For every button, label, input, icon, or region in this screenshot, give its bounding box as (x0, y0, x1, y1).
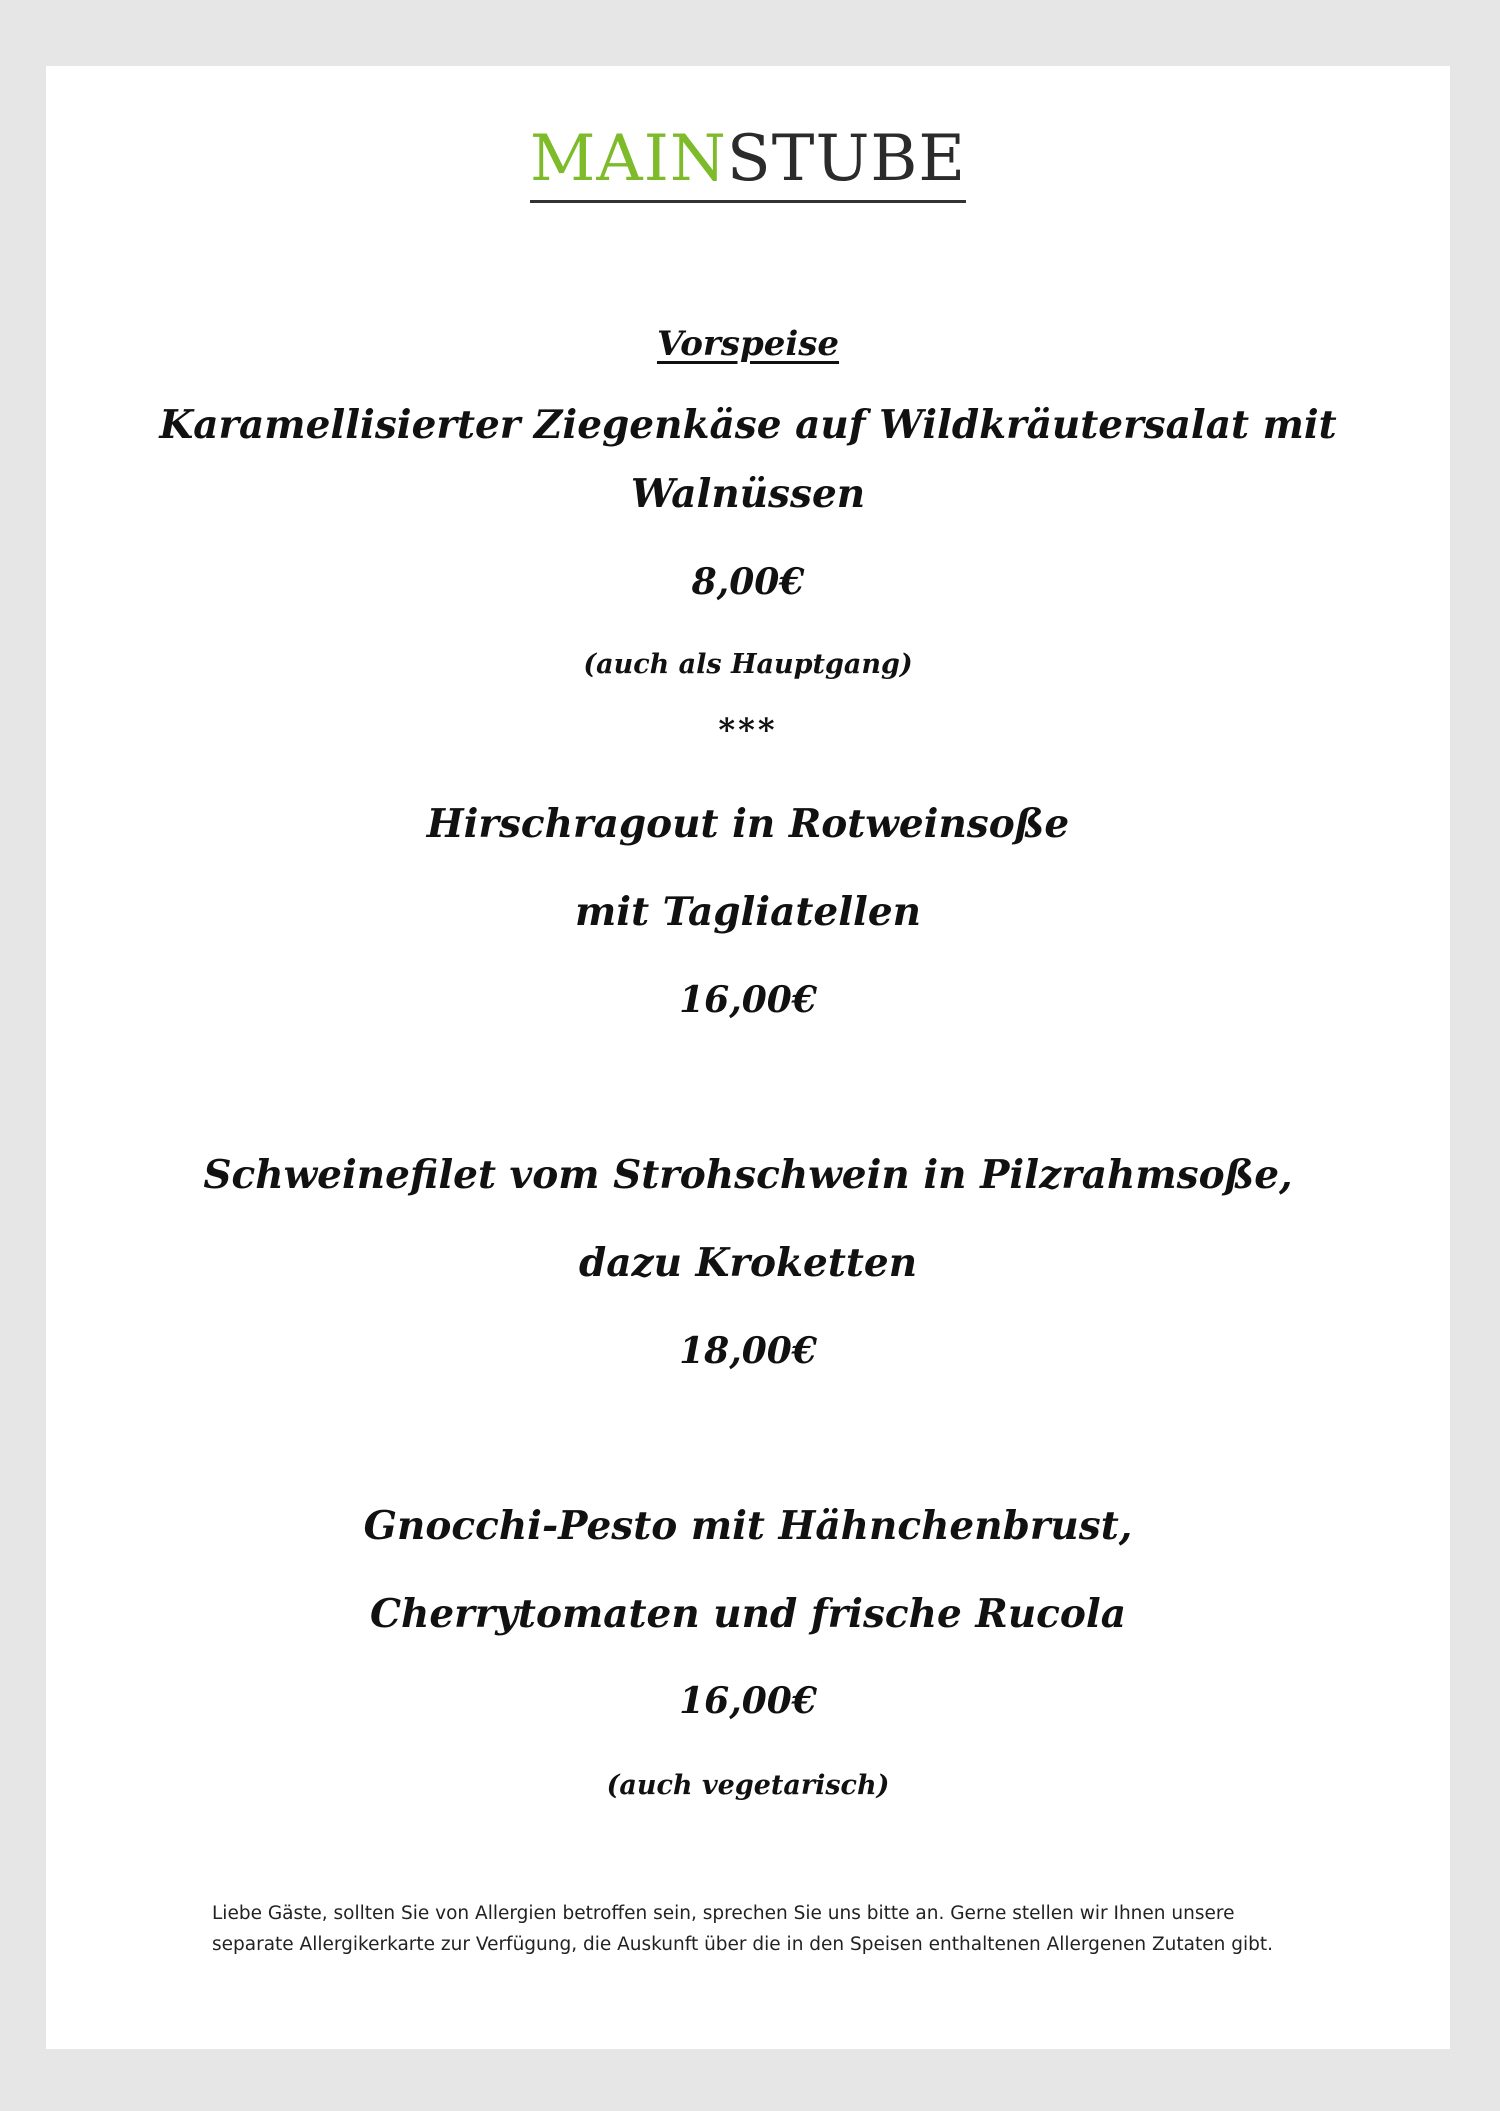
starter-note: (auch als Hauptgang) (583, 649, 913, 680)
logo-part-main: MAIN (529, 122, 727, 196)
dish2-title-line1: Hirschragout in Rotweinsoße (426, 801, 1070, 847)
allergy-notice-line2: separate Allergikerkarte zur Verfügung, die Auskunft über die in den Speisen enthaltenen Allergenen Zutaten gibt. (212, 1934, 1274, 1955)
dish4-title-line2: Cherrytomaten und frische Rucola (369, 1591, 1127, 1637)
starter-title-line2: Walnüssen (630, 471, 866, 517)
restaurant-logo (46, 124, 1450, 203)
section-heading: Vorspeise (656, 324, 840, 364)
logo-wordmark (530, 124, 966, 203)
allergy-notice-line1: Liebe Gäste, sollten Sie von Allergien betroffen sein, sprechen Sie uns bitte an. Gerne stellen wir Ihnen unsere (212, 1903, 1235, 1924)
starter-title-line1: Karamellisierter Ziegenkäse auf Wildkräutersalat mit (159, 402, 1337, 448)
logo-part-stube: STUBE (726, 122, 967, 196)
starter-price: 8,00€ (691, 561, 805, 603)
dish2-title-line2: mit Tagliatellen (574, 889, 922, 935)
allergy-notice (212, 1898, 1292, 1960)
dish4-note: (auch vegetarisch) (606, 1770, 890, 1801)
course-separator: *** (718, 711, 778, 749)
menu-page (46, 66, 1450, 2049)
dish3-price: 18,00€ (679, 1330, 817, 1372)
dish3-title-line1: Schweinefilet vom Strohschwein in Pilzrahmsoße, (203, 1152, 1293, 1198)
dish4-title-line1: Gnocchi-Pesto mit Hähnchenbrust, (363, 1503, 1133, 1549)
dish4-price: 16,00€ (679, 1680, 817, 1722)
dish2-price: 16,00€ (679, 979, 817, 1021)
dish3-title-line2: dazu Kroketten (578, 1240, 918, 1286)
